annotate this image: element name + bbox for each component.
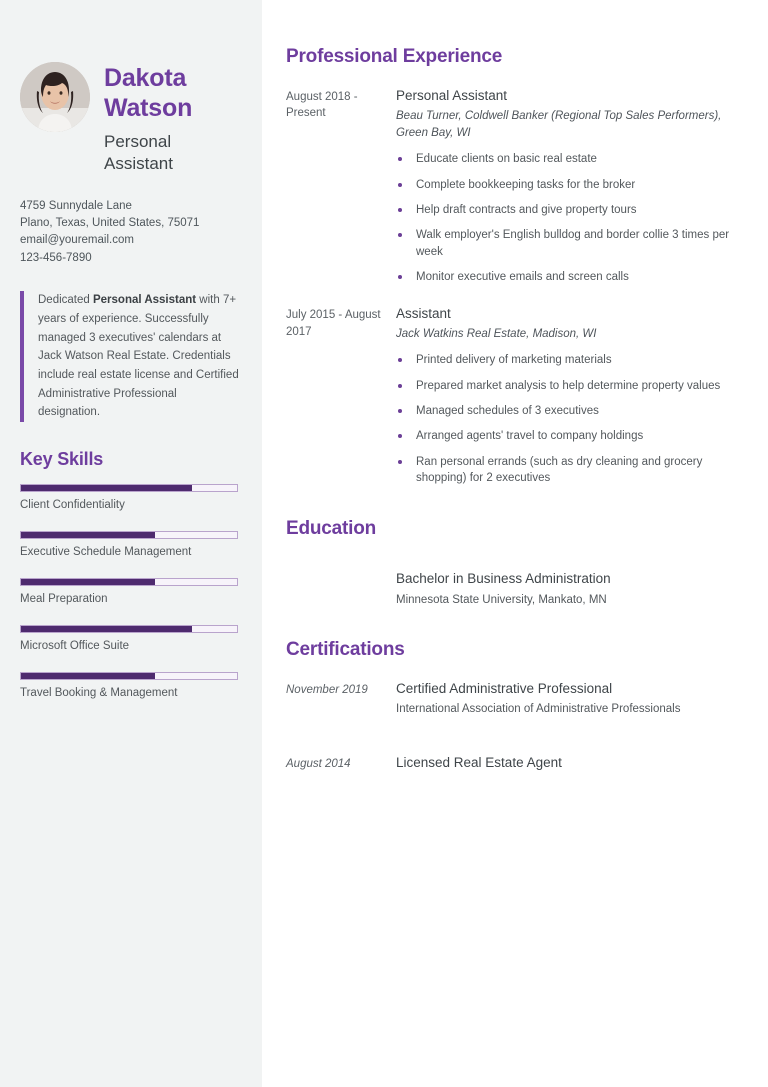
education-school: Minnesota State University, Mankato, MN <box>396 593 607 606</box>
experience-date: July 2015 - August 2017 <box>286 309 381 338</box>
profile-photo <box>20 62 90 132</box>
skill-bar <box>20 484 238 492</box>
bullet-item <box>396 454 744 487</box>
experience-date: August 2018 - Present <box>286 91 358 120</box>
certification-issuer: International Association of Administrative Professionals <box>396 702 681 715</box>
bullet-text: Educate clients on basic real estate <box>416 153 597 166</box>
experience-employer: Jack Watkins Real Estate, Madison, WI <box>396 328 597 341</box>
bullet-item <box>396 177 744 193</box>
skill-label: Client Confidentiality <box>20 498 125 511</box>
skill-label: Executive Schedule Management <box>20 545 192 558</box>
bullet-item <box>396 403 744 419</box>
experience-details <box>396 305 744 486</box>
summary-post: with 7+ years of experience. Successfully managed 3 executives' calendars at Jack Watson Real Estate. Credentials include real estate license and Certified Administrative Professional designation. <box>38 294 239 419</box>
name-block <box>104 62 192 175</box>
full-name <box>104 64 192 123</box>
contact-info <box>20 198 240 268</box>
skill-item <box>20 578 240 607</box>
section-certifications <box>286 639 744 773</box>
job-role-line1: Personal <box>104 132 172 151</box>
contact-city: Plano, Texas, United States, 75071 <box>20 216 200 229</box>
certification-entry <box>286 754 744 772</box>
bullet-text: Complete bookkeeping tasks for the broker <box>416 178 636 191</box>
experience-details <box>396 87 744 285</box>
education-date <box>286 570 396 572</box>
key-skills-heading: Key Skills <box>20 448 104 469</box>
bullet-text: Monitor executive emails and screen calls <box>416 270 629 283</box>
skill-bar <box>20 578 238 586</box>
bullet-text: Prepared market analysis to help determine property values <box>416 379 721 392</box>
certification-details <box>396 754 744 772</box>
skill-item <box>20 625 240 654</box>
skill-bar-fill <box>21 485 192 491</box>
bullet-item <box>396 227 744 260</box>
contact-phone[interactable]: 123-456-7890 <box>20 251 92 264</box>
experience-title: Assistant <box>396 306 451 322</box>
bullet-text: Arranged agents' travel to company holdings <box>416 430 644 443</box>
skill-label: Microsoft Office Suite <box>20 639 130 652</box>
bullet-dot-icon <box>398 409 402 413</box>
skill-item <box>20 531 240 560</box>
skill-label: Meal Preparation <box>20 592 108 605</box>
education-heading: Education <box>286 518 377 540</box>
identity-block <box>20 0 240 175</box>
bullet-item <box>396 378 744 394</box>
bullet-dot-icon <box>398 460 402 464</box>
certification-title: Licensed Real Estate Agent <box>396 754 562 770</box>
experience-entry <box>286 87 744 285</box>
bullet-dot-icon <box>398 358 402 362</box>
education-degree: Bachelor in Business Administration <box>396 571 611 587</box>
bullet-dot-icon <box>398 183 402 187</box>
certification-details <box>396 680 744 718</box>
experience-employer: Beau Turner, Coldwell Banker (Regional Top Sales Performers), Green Bay, WI <box>396 110 722 140</box>
bullet-item <box>396 352 744 368</box>
bullet-item <box>396 151 744 167</box>
experience-heading: Professional Experience <box>286 46 503 67</box>
bullet-item <box>396 428 744 444</box>
bullet-dot-icon <box>398 208 402 212</box>
bullet-item <box>396 202 744 218</box>
bullet-text: Managed schedules of 3 executives <box>416 405 599 418</box>
certifications-heading: Certifications <box>286 638 405 660</box>
bullet-dot-icon <box>398 434 402 438</box>
skill-bar <box>20 672 238 680</box>
experience-entry <box>286 305 744 486</box>
skill-bar-fill <box>21 579 155 585</box>
professional-summary <box>20 291 240 421</box>
first-name: Dakota <box>104 64 187 92</box>
section-education <box>286 518 744 608</box>
certification-spacer <box>286 734 744 754</box>
education-details <box>396 570 744 608</box>
bullet-dot-icon <box>398 275 402 279</box>
bullet-text: Printed delivery of marketing materials <box>416 354 612 367</box>
skill-bar-fill <box>21 673 155 679</box>
certification-entry <box>286 680 744 718</box>
education-entry <box>286 570 744 608</box>
main-content <box>262 0 768 1087</box>
contact-email[interactable]: email@youremail.com <box>20 234 134 247</box>
skill-bar <box>20 625 238 633</box>
sidebar <box>0 0 262 1087</box>
skill-item <box>20 672 240 701</box>
bullet-item <box>396 269 744 285</box>
bullet-text: Walk employer's English bulldog and border collie 3 times per week <box>416 229 730 258</box>
experience-title: Personal Assistant <box>396 88 508 103</box>
skill-bar-fill <box>21 532 155 538</box>
bullet-dot-icon <box>398 157 402 161</box>
bullet-text: Help draft contracts and give property tours <box>416 203 637 216</box>
skills-list <box>20 484 240 701</box>
job-role <box>104 131 192 175</box>
summary-highlight: Personal Assistant <box>92 294 197 307</box>
experience-bullets <box>396 151 744 285</box>
skill-bar-fill <box>21 626 192 632</box>
education-spacer <box>286 556 744 570</box>
certification-title: Certified Administrative Professional <box>396 680 613 696</box>
skill-label: Travel Booking & Management <box>20 686 178 699</box>
bullet-dot-icon <box>398 233 402 237</box>
experience-bullets <box>396 352 744 486</box>
certification-date: November 2019 <box>286 683 368 696</box>
certification-date: August 2014 <box>286 757 351 770</box>
bullet-text: Ran personal errands (such as dry cleaning and grocery shopping) for 2 executives <box>416 455 703 485</box>
last-name: Watson <box>104 93 193 122</box>
skill-bar <box>20 531 238 539</box>
section-experience <box>286 46 744 486</box>
skill-item <box>20 484 240 513</box>
job-role-line2: Assistant <box>104 153 173 173</box>
summary-pre: Dedicated <box>38 294 93 307</box>
bullet-dot-icon <box>398 384 402 388</box>
contact-street: 4759 Sunnydale Lane <box>20 199 132 212</box>
